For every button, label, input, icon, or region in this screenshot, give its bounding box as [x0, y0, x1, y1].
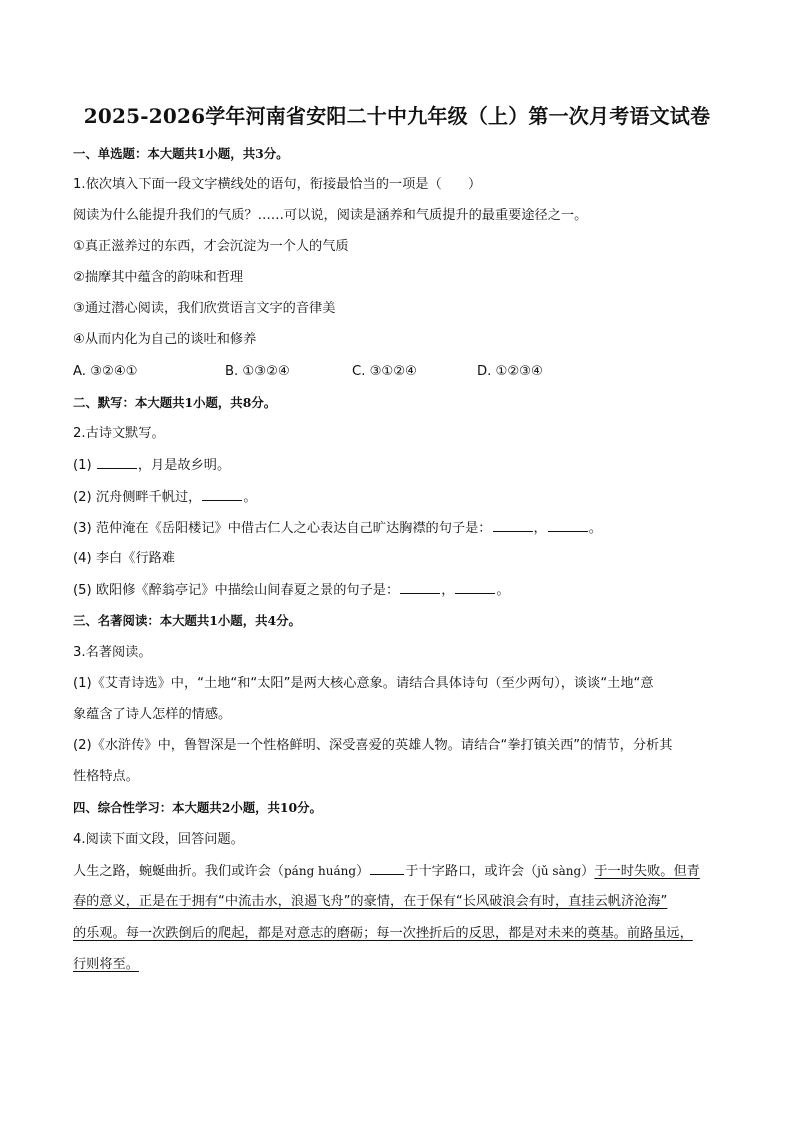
section-3-heading	[73, 612, 736, 630]
q4-passage-line-2	[73, 893, 736, 911]
exam-title: 2025-2026学年河南省安阳二十中九年级（上）第一次月考语文试卷	[83, 104, 711, 128]
q1-item-2: ②揣摩其中蕴含的韵味和哲理	[73, 270, 244, 285]
question-count: 1	[209, 613, 218, 628]
section-label: 分。	[263, 146, 289, 161]
underlined-passage-text: 春的意义，正是在于拥有“中流击水，浪遏飞舟”的豪情，在于保有“长风破浪会有时，直挂云帆济沧海”	[73, 894, 668, 909]
q2-text: (5) 欧阳修《醉翁亭记》中描绘山间春夏之景的句子是：	[73, 583, 400, 598]
option-d[interactable]: D. ①②③④	[477, 364, 543, 379]
answer-blank[interactable]	[548, 519, 588, 532]
passage-text: ）	[356, 864, 370, 879]
section-label: 分。	[276, 613, 301, 628]
q2-text: ，	[533, 521, 547, 536]
q2-stem: 2.古诗文默写。	[73, 426, 165, 441]
q2-text: ，月是故乡明。	[137, 458, 231, 473]
answer-blank[interactable]	[493, 519, 533, 532]
points-value: 4	[267, 613, 277, 628]
q2-text: (3) 范仲淹在《岳阳楼记》中借古仁人之心表达自己旷达胸襟的句子是：	[73, 521, 492, 536]
q4-passage-line-4	[73, 956, 736, 974]
section-label: 二、默写：本大题共	[73, 395, 185, 410]
points-value: 3	[255, 146, 264, 161]
q2-text: 。	[588, 521, 602, 536]
q2-line-5	[73, 581, 736, 600]
q2-line-4: (4) 李白《行路难	[73, 551, 175, 566]
section-label: 一、单选题：本大题共	[73, 146, 197, 161]
q2-text: (1)	[73, 458, 96, 473]
pinyin: jǔ sàng	[537, 864, 582, 878]
q3-part-2-line-1: (2)《水浒传》中，鲁智深是一个性格鲜明、深受喜爱的英雄人物。请结合“拳打镇关西”的情节，分析其	[73, 738, 673, 753]
q4-passage-line-1	[73, 862, 736, 881]
question-count: 1	[184, 395, 194, 410]
q2-text: (2) 沉舟侧畔千帆过，	[73, 490, 202, 505]
q4-stem: 4.阅读下面文段，回答问题。	[73, 832, 244, 847]
section-label: 小题，共	[193, 395, 243, 410]
q3-part-1-line-1: (1)《艾青诗选》中，“土地“和“太阳”是两大核心意象。请结合具体诗句（至少两句），谈谈“土地“意	[73, 676, 654, 691]
q1-item-3: ③通过潜心阅读，我们欣赏语言文字的音律美	[73, 301, 336, 316]
q2-line-3	[73, 519, 736, 538]
passage-text: 人生之路，蜿蜒曲折。我们或许会（	[73, 864, 284, 879]
q1-stem: 1.依次填入下面一段文字横线处的语句，衔接最恰当的一项是（ ）	[73, 177, 482, 192]
question-count: 1	[196, 146, 206, 161]
underlined-passage-text: 于一时失败。但青	[594, 864, 700, 879]
section-2-heading	[73, 394, 736, 412]
q2-text: ，	[441, 583, 455, 598]
q3-part-2-line-2: 性格特点。	[73, 769, 139, 784]
answer-blank[interactable]	[370, 862, 404, 875]
points-value: 10	[279, 800, 298, 815]
answer-blank[interactable]	[97, 456, 137, 469]
option-a[interactable]: A. ③②④①	[73, 364, 138, 379]
passage-text: ）	[581, 864, 595, 879]
q2-text: 。	[243, 490, 257, 505]
points-value: 8	[242, 395, 252, 410]
underlined-passage-text: 行则将至。	[73, 957, 139, 972]
q2-line-1	[73, 456, 736, 475]
q2-text: 。	[496, 583, 510, 598]
section-label: 分。	[251, 395, 277, 410]
pinyin: páng huáng	[284, 864, 357, 878]
passage-text: 于十字路口，或许会（	[405, 864, 538, 879]
answer-blank[interactable]	[202, 488, 242, 501]
section-label: 分。	[297, 800, 322, 815]
section-label: 小题，共	[217, 613, 268, 628]
q1-item-4: ④从而内化为自己的谈吐和修养	[73, 332, 257, 347]
option-c[interactable]: C. ③①②④	[352, 364, 417, 379]
answer-blank[interactable]	[400, 581, 440, 594]
section-1-heading	[73, 145, 736, 163]
option-b[interactable]: B. ①③②④	[225, 364, 290, 379]
section-label: 小题，共	[205, 146, 256, 161]
q3-part-1-line-2: 象蕴含了诗人怎样的情感。	[73, 707, 232, 722]
question-count: 2	[221, 800, 231, 815]
q2-line-2	[73, 488, 736, 507]
answer-blank[interactable]	[455, 581, 495, 594]
section-4-heading	[73, 799, 736, 817]
q3-stem: 3.名著阅读。	[73, 645, 152, 660]
section-label: 四、综合性学习：本大题共	[73, 800, 222, 815]
q1-item-1: ①真正滋养过的东西，才会沉淀为一个人的气质	[73, 239, 349, 254]
section-label: 小题，共	[230, 800, 280, 815]
q1-passage: 阅读为什么能提升我们的气质？……可以说，阅读是涵养和气质提升的最重要途径之一。	[73, 208, 588, 223]
section-label: 三、名著阅读：本大题共	[73, 613, 210, 628]
q4-passage-line-3	[73, 925, 736, 943]
underlined-passage-text: 的乐观。每一次跌倒后的爬起，都是对意志的磨砺；每一次挫折后的反思，都是对未来的奠基。前路虽远，	[73, 926, 693, 941]
